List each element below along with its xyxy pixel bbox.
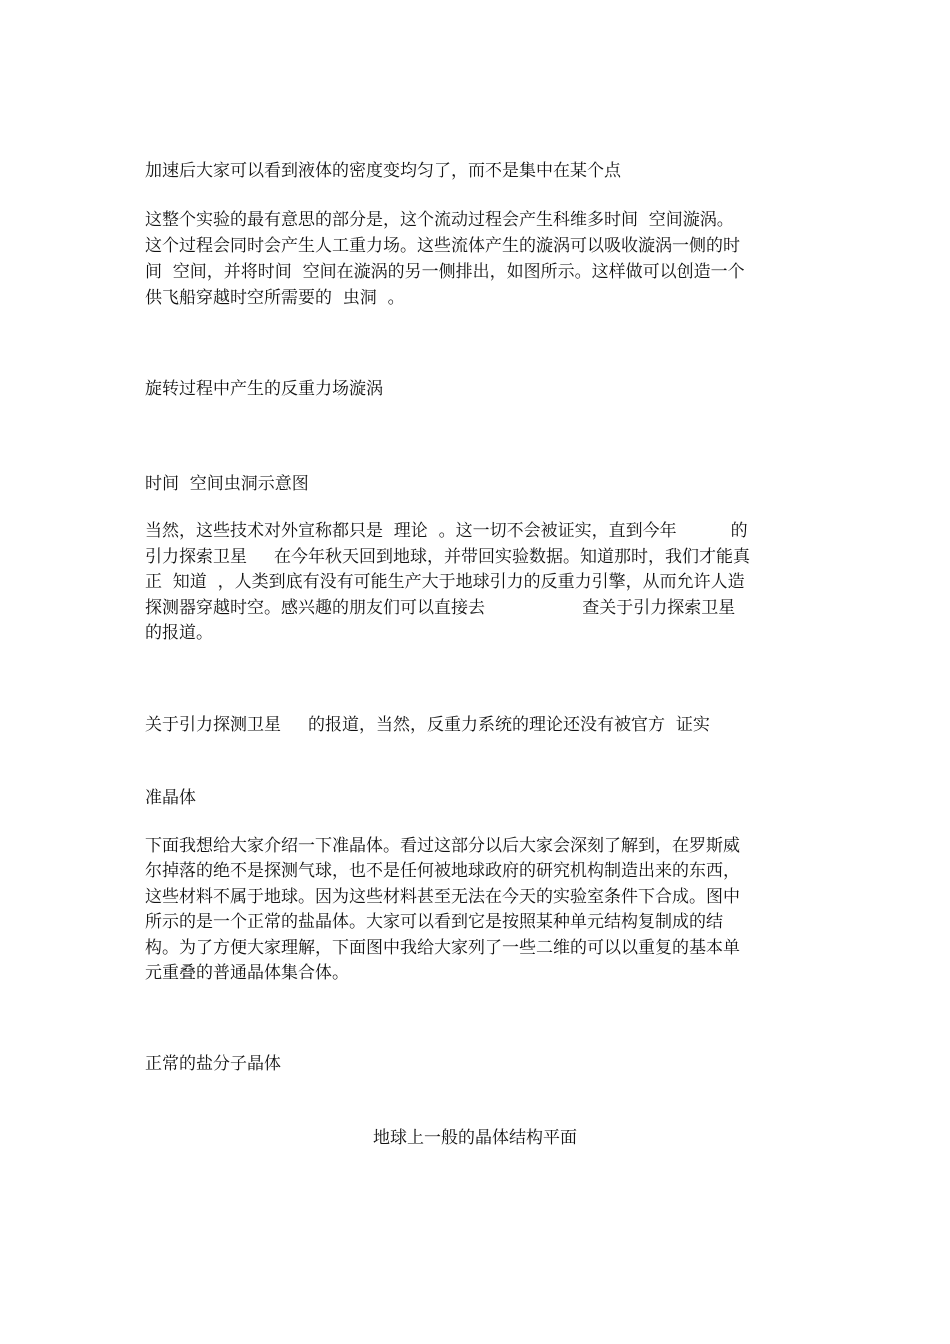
figure-caption: 正常的盐分子晶体 [145, 1054, 281, 1074]
text-line: 加速后大家可以看到液体的密度变均匀了，而不是集中在某个点 [145, 161, 621, 181]
paragraph-line: 正 知道 ，人类到底有没有可能生产大于地球引力的反重力引擎，从而允许人造 [145, 572, 745, 592]
paragraph-line: 间 空间，并将时间 空间在漩涡的另一侧排出，如图所示。这样做可以创造一个 [145, 262, 745, 282]
paragraph-line: 元重叠的普通晶体集合体。 [145, 963, 349, 983]
paragraph-line: 所示的是一个正常的盐晶体。大家可以看到它是按照某种单元结构复制成的结 [145, 912, 723, 932]
paragraph-line: 供飞船穿越时空所需要的 虫洞 。 [145, 288, 405, 308]
figure-caption: 旋转过程中产生的反重力场漩涡 [145, 379, 383, 399]
paragraph-line: 尔掉落的绝不是探测气球，也不是任何被地球政府的研究机构制造出来的东西， [145, 861, 740, 881]
paragraph-line: 这整个实验的最有意思的部分是，这个流动过程会产生科维多时间 空间漩涡。 [145, 210, 734, 230]
paragraph-line: 这个过程会同时会产生人工重力场。这些流体产生的漩涡可以吸收漩涡一侧的时 [145, 236, 740, 256]
figure-caption: 时间 空间虫洞示意图 [145, 474, 309, 494]
paragraph-line: 下面我想给大家介绍一下准晶体。看过这部分以后大家会深刻了解到，在罗斯威 [145, 836, 740, 856]
paragraph-line: 当然，这些技术对外宣称都只是 理论 。这一切不会被证实，直到今年 的 [145, 521, 748, 541]
figure-caption: 关于引力探测卫星 的报道，当然，反重力系统的理论还没有被官方 证实 [145, 715, 710, 735]
paragraph-line: 构。为了方便大家理解，下面图中我给大家列了一些二维的可以以重复的基本单 [145, 938, 740, 958]
section-heading: 准晶体 [145, 788, 196, 808]
figure-caption: 地球上一般的晶体结构平面 [373, 1128, 577, 1148]
paragraph-line: 这些材料不属于地球。因为这些材料甚至无法在今天的实验室条件下合成。图中 [145, 887, 740, 907]
paragraph-line: 探测器穿越时空。感兴趣的朋友们可以直接去 查关于引力探索卫星 [145, 598, 736, 618]
paragraph-line: 引力探索卫星 在今年秋天回到地球，并带回实验数据。知道那时，我们才能真 [145, 547, 751, 567]
paragraph-line: 的报道。 [145, 623, 213, 643]
